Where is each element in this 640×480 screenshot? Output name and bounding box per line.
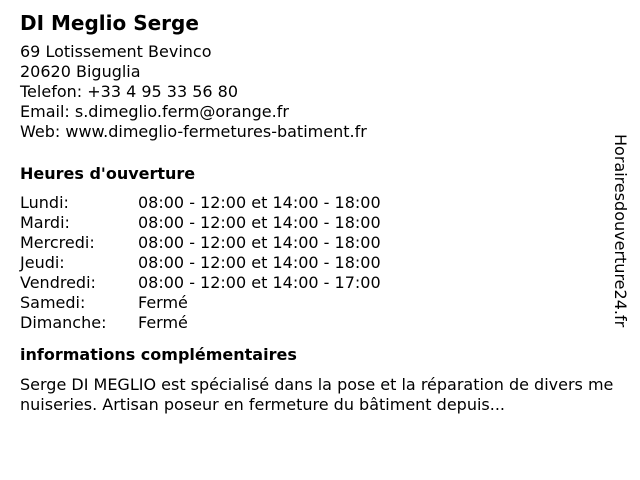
day-hours: 08:00 - 12:00 et 14:00 - 18:00 [138, 213, 381, 232]
email-line: Email: s.dimeglio.ferm@orange.fr [20, 102, 289, 121]
day-label: Jeudi: [20, 253, 65, 272]
day-hours: 08:00 - 12:00 et 14:00 - 18:00 [138, 253, 381, 272]
hours-heading: Heures d'ouverture [20, 164, 196, 183]
day-label: Vendredi: [20, 273, 96, 292]
day-label: Mardi: [20, 213, 70, 232]
hours-row-thursday [20, 253, 616, 273]
day-hours: 08:00 - 12:00 et 14:00 - 17:00 [138, 273, 381, 292]
day-label: Samedi: [20, 293, 86, 312]
info-heading: informations complémentaires [20, 345, 297, 364]
day-label: Lundi: [20, 193, 69, 212]
hours-row-friday [20, 273, 616, 293]
address-city: 20620 Biguglia [20, 62, 141, 81]
day-label: Dimanche: [20, 313, 107, 332]
web-line: Web: www.dimeglio-fermetures-batiment.fr [20, 122, 367, 141]
site-watermark: Horairesdouverture24.fr [611, 134, 630, 328]
business-card [20, 10, 616, 415]
hours-table [20, 193, 616, 333]
day-hours: 08:00 - 12:00 et 14:00 - 18:00 [138, 233, 381, 252]
day-label: Mercredi: [20, 233, 95, 252]
phone-line: Telefon: +33 4 95 33 56 80 [20, 82, 239, 101]
hours-row-tuesday [20, 213, 616, 233]
day-hours: 08:00 - 12:00 et 14:00 - 18:00 [138, 193, 381, 212]
day-hours: Fermé [138, 313, 188, 332]
hours-row-sunday [20, 313, 616, 333]
day-hours: Fermé [138, 293, 188, 312]
business-name: DI Meglio Serge [20, 11, 199, 35]
business-description: Serge DI MEGLIO est spécialisé dans la pose et la réparation de divers menuiseries. Artisan poseur en fermeture du bâtiment depuis... [20, 375, 614, 414]
address-street: 69 Lotissement Bevinco [20, 42, 212, 61]
hours-row-monday [20, 193, 616, 213]
hours-row-saturday [20, 293, 616, 313]
hours-row-wednesday [20, 233, 616, 253]
